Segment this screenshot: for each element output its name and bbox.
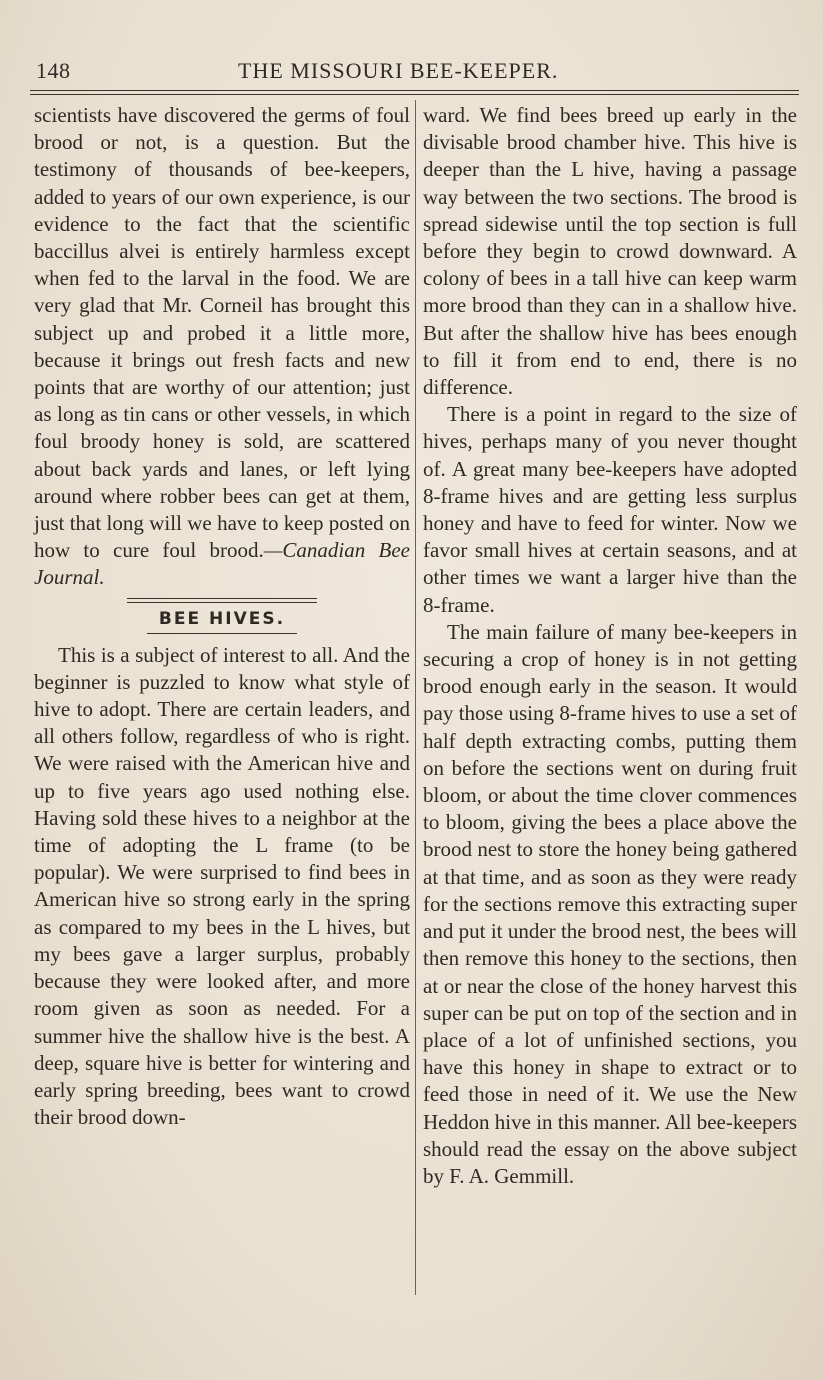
page-header <box>36 56 797 86</box>
right-paragraph-3: The main failure of many bee-keepers in securing a crop of honey is in not getting brood enough early in the season. It would pay those using 8-frame hives to use a set of half depth extracting combs, putting them on before the sections went on during fruit bloom, or about the time clover commences to bloom, giving the bees a place above the brood nest to store the honey being gathered at that time, and as soon as they were ready for the sections remove this extracting super and put it under the brood nest, the bees will then remove this honey to the sections, then at or near the close of the honey harvest this super can be put on top of the section and in place of a lot of unfinished sections, you have this honey in shape to extract or to feed those in need of it. We use the New Heddon hive in this manner. All bee-keepers should read the essay on the above subject by F. A. Gemmill. <box>423 619 797 1188</box>
section-heading-underline <box>147 633 297 634</box>
section-paragraph: This is a subject of interest to all. And the beginner is puzzled to know what style of hive to adopt. There are certain leaders, and all others follow, regardless of who is right. We were raised with the American hive and up to five years ago used nothing else. Having sold these hives to a neighbor at the time of adopting the L frame (to be popular). We were surprised to find bees in American hive so strong early in the spring as compared to my bees in the L hives, but my bees gave a larger surplus, probably because they were looked after, and more room given as soon as needed. For a summer hive the shallow hive is the best. A deep, square hive is better for wintering and early spring breeding, bees want to crowd their brood down- <box>34 642 410 1130</box>
section-divider-rule <box>127 598 317 603</box>
left-column <box>34 102 410 1131</box>
right-column <box>423 102 797 1190</box>
right-paragraph-1: ward. We find bees breed up early in the divisable brood chamber hive. This hive is deeper than the L hive, having a passage way between the two sections. The brood is spread sidewise until the top section is full before they begin to crowd downward. A colony of bees in a tall hive can keep warm more brood than they can in a shallow hive. But after the shallow hive has bees enough to fill it from end to end, there is no difference. <box>423 103 797 400</box>
column-divider <box>415 100 416 1295</box>
section-heading: BEE HIVES. <box>158 608 286 629</box>
right-paragraph-2: There is a point in regard to the size of hives, perhaps many of you never thought of. A great many bee-keepers have adopted 8-frame hives and are getting less surplus honey and have to feed for winter. Now we favor small hives at certain seasons, and at other times we want a larger hive than the 8-frame. <box>423 402 797 617</box>
article-source: —Canadian Bee Journal. <box>34 538 410 590</box>
continued-paragraph-text: scientists have discovered the germs of foul brood or not, is a question. But the testimony of thousands of bee-keepers, added to years of our own experience, is our evidence to the fact that the scientific baccillus alvei is entirely harmless except when fed to the larval in the food. We are very glad that Mr. Corneil has brought this subject up and probed it a little more, because it brings out fresh facts and new points that are worthy of our attention; just as long as tin cans or other vessels, in which foul broody honey is sold, are scattered about back yards and lanes, or left lying around where robber bees can get at them, just that long will we have to keep posted on how to cure foul brood. <box>34 103 410 563</box>
page-number: 148 <box>36 58 71 83</box>
running-title: THE MISSOURI BEE-KEEPER. <box>238 58 559 83</box>
continued-paragraph <box>34 102 410 592</box>
header-rule <box>30 90 799 95</box>
